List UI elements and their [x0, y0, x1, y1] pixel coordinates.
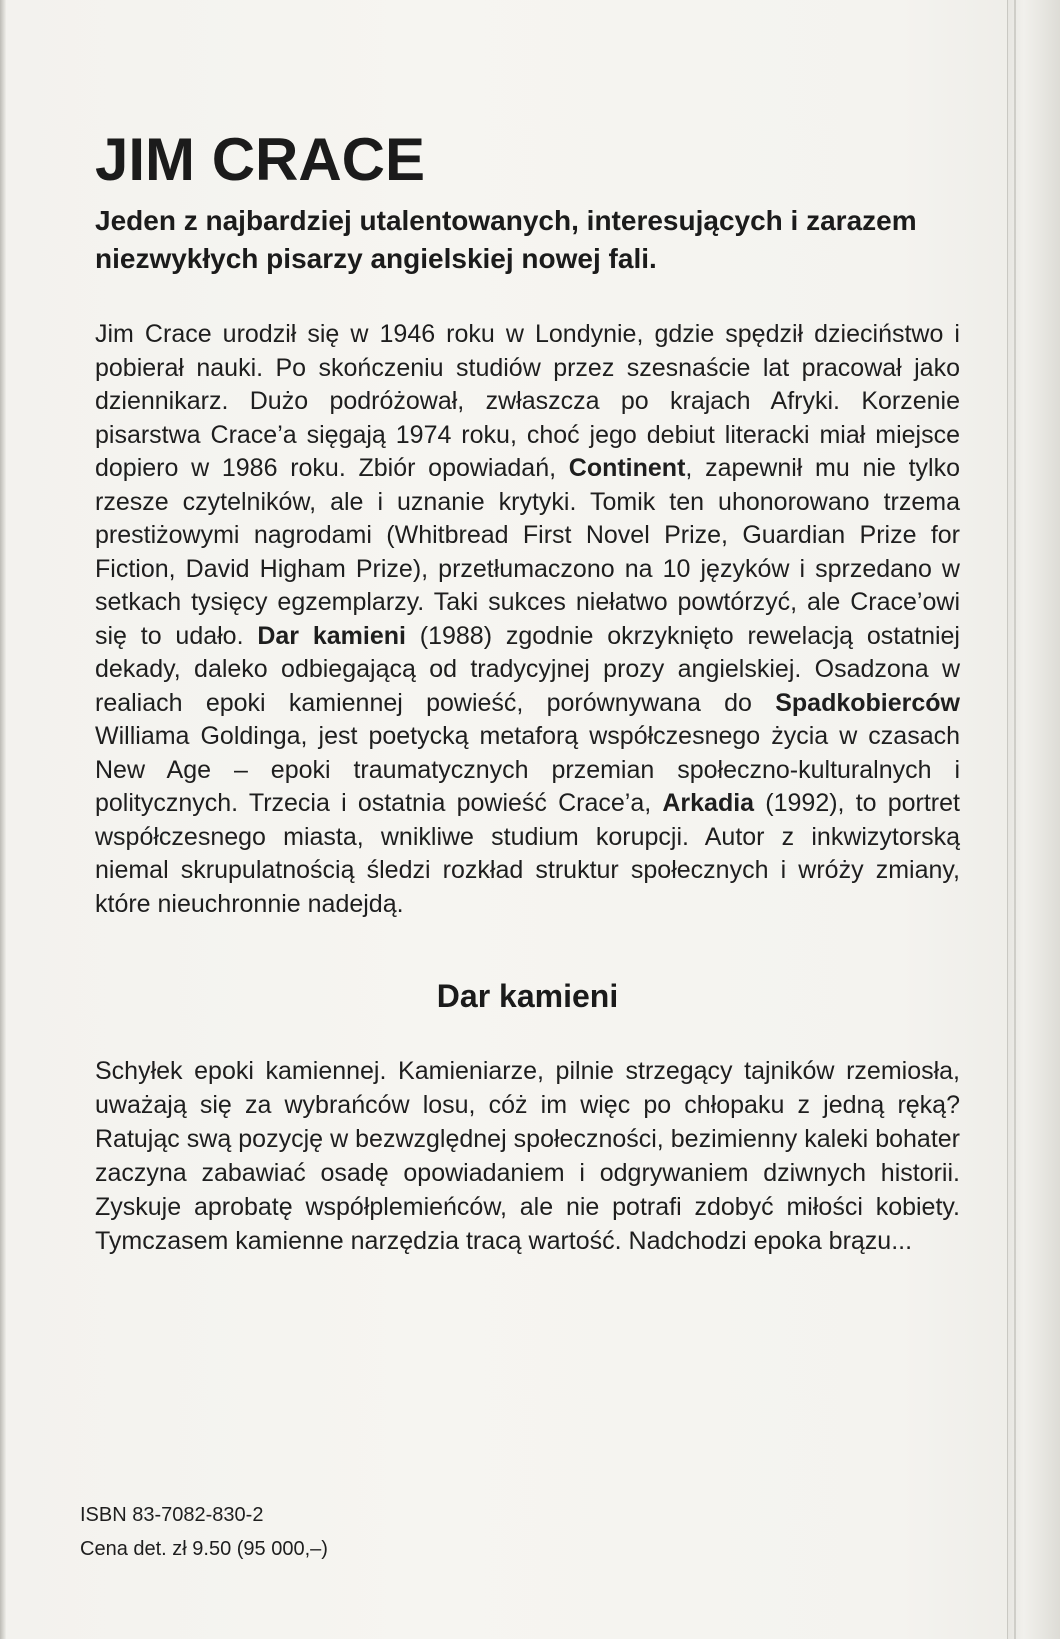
- bio-text-3: (1988) zgodnie okrzyknięto rewelacją ostatniej dekady, daleko odbiegającą od tradycyjnej prozy angielskiej. Osadzona w realiach epoki kamiennej powieść, porównywana do: [95, 621, 960, 717]
- isbn: ISBN 83-7082-830-2: [80, 1504, 264, 1526]
- book-blurb: Schyłek epoki kamiennej. Kamieniarze, pilnie strzegący tajników rzemiosła, uważają się za wybrańców losu, cóż im więc po chłopaku z jedną ręką? Ratując swą pozycję w bezwzględnej społeczności, bezimienny kaleki bohater zaczyna zabawiać osadę opowiadaniem i odgrywaniem dziwnych historii. Zyskuje aprobatę współplemieńców, ale nie potrafi zdobyć miłości kobiety. Tymczasem kamienne narzędzia tracą wartość. Nadchodzi epoka brązu...: [95, 1057, 960, 1255]
- bio-text-4: Williama Goldinga, jest poetycką metaforą współczesnego życia w czasach New Age – epoki traumatycznych przemian społeczno-kulturalnych i politycznych. Trzecia i ostatnia powieść Crace’a,: [95, 722, 960, 817]
- bio-text-1: Jim Crace urodził się w 1946 roku w Londynie, gdzie spędził dzieciństwo i pobierał nauki. Po skończeniu studiów przez szesnaście lat pracował jako dziennikarz. Dużo podróżował, zwłaszcza po krajach Afryki. Korzenie pisarstwa Crace’a sięgają 1974 roku, choć jego debiut literacki miał miejsce dopiero w 1986 roku. Zbiór opowiadań,: [95, 320, 960, 482]
- author-tagline: Jeden z najbardziej utalentowanych, interesujących i zarazem niezwykłych pisarzy angielskiej nowej fali.: [95, 205, 917, 274]
- publication-info: [80, 1498, 328, 1566]
- author-biography: [95, 318, 960, 921]
- cover-text-block: [95, 126, 960, 1258]
- bio-text-5: (1992), to portret współczesnego miasta, wnikliwe studium korupcji. Autor z inkwizytorską niemal skrupulatnością śledzi rozkład struktur społecznych i wróży zmiany, które nieuchronnie nadejdą.: [95, 789, 960, 918]
- cover-left-edge: [0, 0, 6, 1639]
- bio-title-continent: Continent: [568, 454, 686, 482]
- bio-title-spadkobiercow: Spadkobierców: [775, 688, 960, 717]
- book-title-heading: Dar kamieni: [436, 978, 619, 1014]
- bio-text-2: , zapewnił mu nie tylko rzesze czytelników, ale i uznanie krytyki. Tomik ten uhonorowano trzema prestiżowymi nagrodami (Whitbread First Novel Prize, Guardian Prize for Fiction, David Higham Prize), przetłumaczono na 10 języków i sprzedano w setkach tysięcy egzemplarzy. Taki sukces niełatwo powtórzyć, ale Crace’owi się to udało.: [95, 454, 960, 650]
- spine-crease: [1014, 0, 1016, 1639]
- author-name: JIM CRACE: [95, 126, 426, 193]
- price: Cena det. zł 9.50 (95 000,–): [80, 1538, 328, 1560]
- bio-title-dar-kamieni: Dar kamieni: [257, 621, 406, 650]
- bio-title-arkadia: Arkadia: [662, 789, 755, 817]
